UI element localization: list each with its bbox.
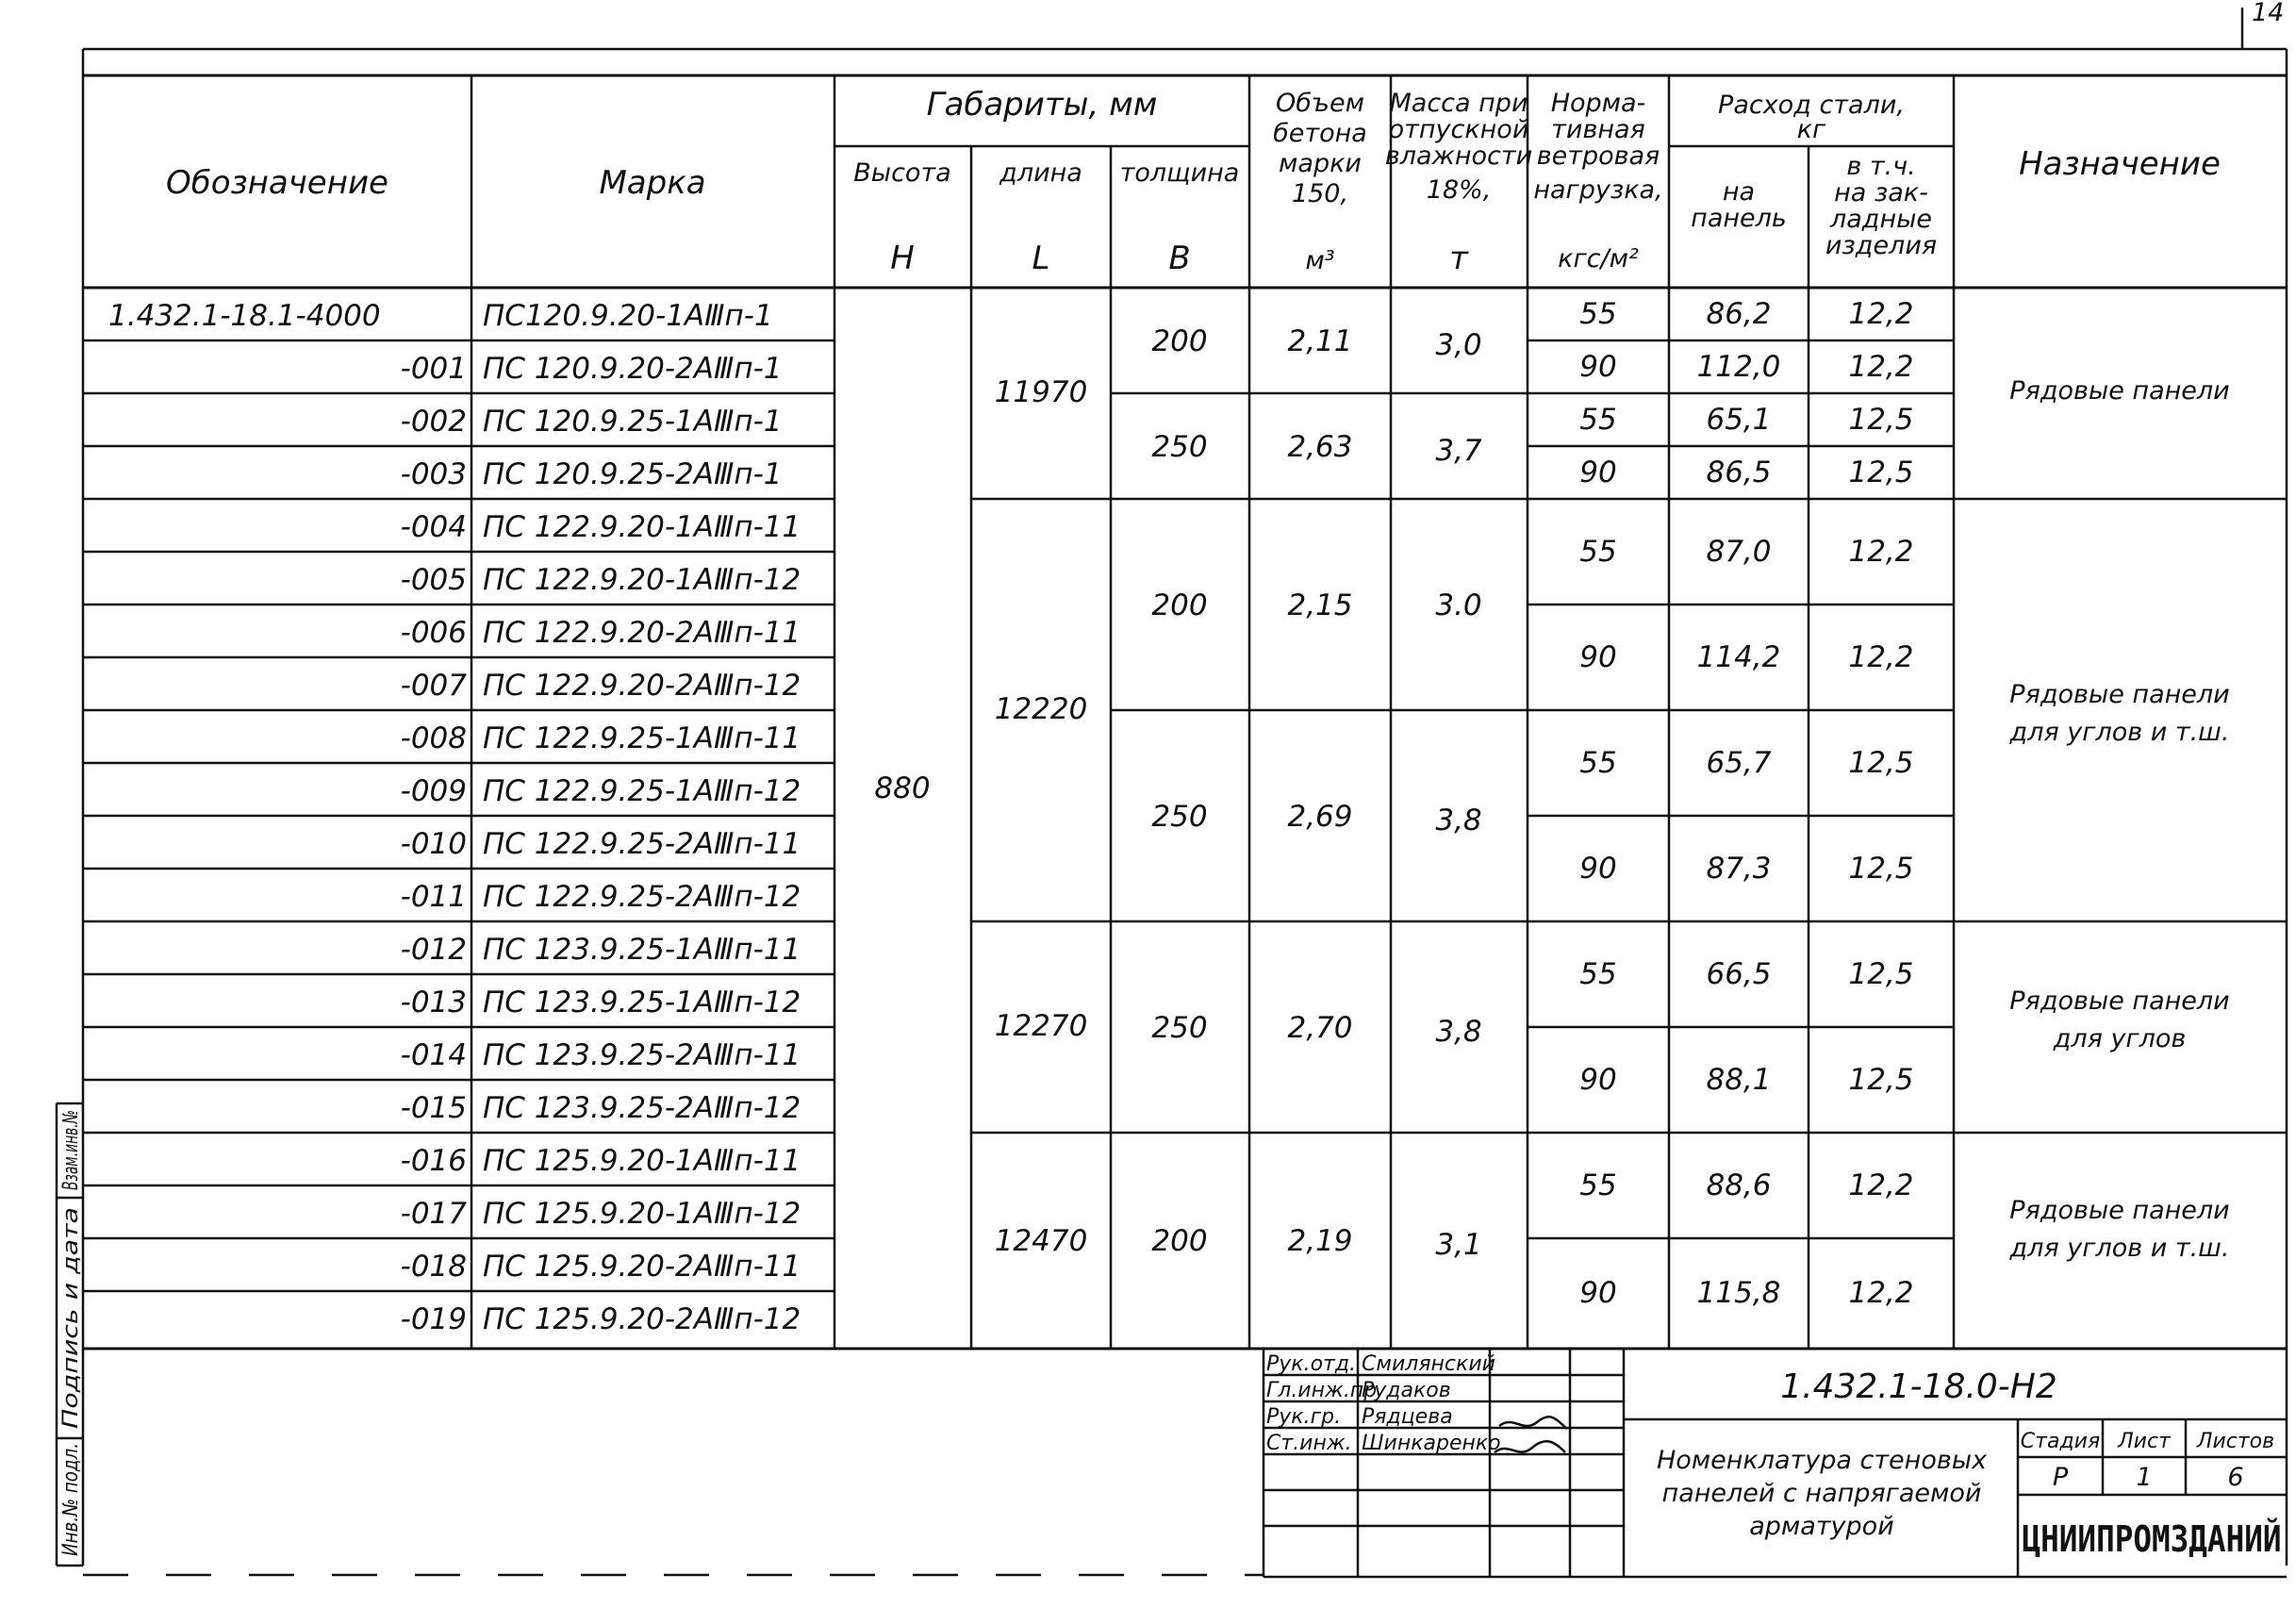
header-mass-line-1: Масса при [1389, 89, 1528, 118]
header-mark: Марка [599, 164, 706, 202]
header-thickness: толщина [1119, 158, 1240, 188]
thickness-value: 200 [1151, 1224, 1208, 1258]
doc-code: 1.432.1-18.0-Н2 [1780, 1367, 2057, 1406]
row-code: -019 [400, 1302, 467, 1336]
header-height: Высота [853, 158, 951, 188]
row-code: -010 [400, 827, 467, 861]
wind-load-value: 90 [1579, 640, 1617, 674]
volume-value: 2,19 [1287, 1224, 1353, 1258]
steel-panel-value: 88,6 [1706, 1168, 1772, 1202]
organization-logo: ЦНИИПРОМЗДАНИЙ [2022, 1518, 2282, 1560]
row-mark: ПС120.9.20-1АⅢп-1 [483, 299, 773, 333]
row-code: -017 [400, 1197, 467, 1231]
header-volume-line-4: 150, [1291, 179, 1349, 208]
title-line-2: панелей с напрягаемой [1661, 1479, 1982, 1508]
length-value: 12220 [994, 692, 1088, 726]
row-mark: ПС 122.9.25-2АⅢп-11 [483, 827, 801, 861]
role-senior-engineer: Ст.инж. [1266, 1432, 1352, 1455]
name-senior-engineer: Шинкаренко [1362, 1432, 1501, 1455]
header-steel-emb-line-2: на зак- [1834, 178, 1928, 207]
row-mark: ПС 125.9.20-1АⅢп-11 [483, 1144, 801, 1178]
steel-panel-value: 65,1 [1706, 403, 1772, 437]
header-steel-emb-line-1: в т.ч. [1846, 152, 1916, 181]
row-mark: ПС 125.9.20-2АⅢп-12 [483, 1302, 801, 1336]
row-mark: ПС 120.9.25-2АⅢп-1 [483, 457, 783, 491]
header-length-symbol: L [1032, 240, 1050, 277]
volume-value: 2,63 [1287, 430, 1353, 464]
steel-embedded-value: 12,5 [1848, 456, 1914, 489]
title-line-3: арматурой [1749, 1512, 1894, 1541]
name-chief-engineer: Рудаков [1362, 1379, 1451, 1402]
wind-load-value: 90 [1579, 456, 1617, 489]
row-code: -013 [400, 986, 467, 1019]
row-code: -002 [400, 405, 467, 439]
row-code: -016 [400, 1144, 467, 1178]
wind-load-value: 55 [1579, 957, 1617, 991]
mass-value: 3,0 [1435, 328, 1482, 362]
side-stamp-inventory: Инв.№ подл. [59, 1419, 83, 1556]
header-wind-line-2: тивная [1551, 115, 1645, 144]
header-steel-panel-line-2: панель [1691, 204, 1787, 233]
mass-value: 3,1 [1435, 1228, 1482, 1262]
volume-value: 2,15 [1287, 588, 1353, 622]
purpose-group-4-line-2: для углов и т.ш. [2009, 1234, 2230, 1263]
header-thickness-symbol: B [1168, 240, 1191, 277]
header-mass-line-3: влажности [1384, 141, 1533, 171]
row-mark: ПС 122.9.20-1АⅢп-12 [483, 563, 801, 597]
steel-embedded-value: 12,2 [1848, 1168, 1914, 1202]
wind-load-value: 55 [1579, 297, 1617, 331]
thickness-value: 250 [1151, 430, 1208, 464]
steel-panel-value: 87,3 [1706, 852, 1772, 886]
header-wind-line-1: Норма- [1550, 89, 1646, 118]
steel-panel-value: 88,1 [1706, 1063, 1772, 1097]
length-value: 11970 [994, 375, 1088, 409]
header-mass-unit: т [1449, 240, 1468, 277]
sheets-label: Листов [2196, 1430, 2275, 1453]
row-code: -012 [400, 933, 467, 967]
row-code: -011 [400, 880, 467, 914]
row-code: -018 [400, 1250, 467, 1284]
row-code: -009 [400, 774, 467, 808]
title-line-1: Номенклатура стеновых [1656, 1446, 1988, 1475]
row-code: -015 [400, 1091, 467, 1125]
header-mass-line-4: 18%, [1426, 175, 1492, 205]
row-mark: ПС 123.9.25-2АⅢп-11 [483, 1038, 801, 1072]
steel-embedded-value: 12,5 [1848, 403, 1914, 437]
header-volume-line-3: марки [1279, 149, 1362, 178]
name-group-head: Рядцева [1362, 1405, 1453, 1429]
header-steel-emb-line-4: изделия [1825, 231, 1938, 260]
steel-panel-value: 115,8 [1696, 1276, 1781, 1310]
wind-load-value: 90 [1579, 350, 1617, 384]
steel-panel-value: 66,5 [1706, 957, 1772, 991]
stage-label: Стадия [2020, 1430, 2101, 1453]
wind-load-value: 55 [1579, 535, 1617, 569]
wind-load-value: 90 [1579, 1063, 1617, 1097]
steel-embedded-value: 12,5 [1848, 852, 1914, 886]
mass-value: 3,8 [1435, 804, 1482, 837]
header-volume-unit: м³ [1305, 246, 1335, 275]
row-code: -008 [400, 721, 467, 755]
steel-embedded-value: 12,2 [1848, 1276, 1914, 1310]
mass-value: 3.0 [1435, 588, 1482, 622]
thickness-value: 200 [1151, 324, 1208, 358]
row-code: -001 [400, 352, 467, 386]
row-mark: ПС 122.9.20-1АⅢп-11 [483, 510, 801, 544]
side-stamp-signature: Подпись и дата [59, 1256, 83, 1429]
header-dims-group: Габариты, мм [926, 86, 1158, 124]
row-code: -003 [400, 457, 467, 491]
purpose-group-3-line-2: для углов [2053, 1024, 2187, 1053]
header-mass-line-2: отпускной [1388, 115, 1529, 144]
steel-embedded-value: 12,5 [1848, 746, 1914, 780]
header-wind-line-3: ветровая [1536, 141, 1660, 171]
sheet-value: 1 [2136, 1463, 2153, 1492]
steel-embedded-value: 12,5 [1848, 1063, 1914, 1097]
row-code: -007 [400, 669, 467, 703]
role-dept-head: Рук.отд. [1266, 1352, 1357, 1376]
header-wind-unit: кгс/м² [1558, 244, 1639, 273]
row-mark: ПС 122.9.25-1АⅢп-12 [483, 774, 801, 808]
header-wind-line-4: нагрузка, [1533, 175, 1663, 205]
row-code: -014 [400, 1038, 467, 1072]
header-steel-line-1: Расход стали, [1718, 91, 1905, 120]
volume-value: 2,69 [1287, 800, 1353, 834]
mass-value: 3,8 [1435, 1015, 1482, 1049]
row-code: -006 [400, 616, 467, 650]
steel-panel-value: 86,5 [1706, 456, 1772, 489]
row-mark: ПС 120.9.20-2АⅢп-1 [483, 352, 783, 386]
header-volume-line-2: бетона [1273, 119, 1367, 148]
steel-panel-value: 65,7 [1706, 746, 1772, 780]
header-purpose: Назначение [2019, 145, 2221, 183]
header-length: длина [999, 158, 1082, 188]
wind-load-value: 90 [1579, 1276, 1617, 1310]
row-mark: ПС 120.9.25-1АⅢп-1 [483, 405, 783, 439]
wind-load-value: 55 [1579, 403, 1617, 437]
wind-load-value: 55 [1579, 1168, 1617, 1202]
steel-embedded-value: 12,2 [1848, 350, 1914, 384]
steel-embedded-value: 12,2 [1848, 640, 1914, 674]
steel-panel-value: 114,2 [1696, 640, 1781, 674]
steel-embedded-value: 12,5 [1848, 957, 1914, 991]
steel-panel-value: 86,2 [1706, 297, 1772, 331]
volume-value: 2,70 [1287, 1011, 1353, 1045]
role-group-head: Рук.гр. [1266, 1405, 1342, 1429]
row-code: -004 [400, 510, 467, 544]
row-mark: ПС 122.9.25-2АⅢп-12 [483, 880, 801, 914]
thickness-value: 250 [1151, 1011, 1208, 1045]
header-steel-line-2: кг [1796, 115, 1826, 144]
header-steel-panel-line-1: на [1722, 177, 1756, 207]
thickness-value: 250 [1151, 800, 1208, 834]
wind-load-value: 90 [1579, 852, 1617, 886]
purpose-group-3-line-1: Рядовые панели [2009, 986, 2230, 1016]
purpose-group-1: Рядовые панели [2009, 376, 2230, 406]
sheet-label: Лист [2118, 1430, 2171, 1453]
row-mark: ПС 125.9.20-1АⅢп-12 [483, 1197, 801, 1231]
sheets-value: 6 [2227, 1463, 2244, 1492]
steel-embedded-value: 12,2 [1848, 535, 1914, 569]
page-number: 14 [2252, 0, 2285, 27]
row-mark: ПС 123.9.25-1АⅢп-12 [483, 986, 801, 1019]
volume-value: 2,11 [1287, 324, 1353, 358]
length-value: 12270 [994, 1009, 1088, 1043]
row-code: 1.432.1-18.1-4000 [108, 299, 381, 333]
row-mark: ПС 122.9.25-1АⅢп-11 [483, 721, 801, 755]
length-value: 12470 [994, 1224, 1088, 1258]
purpose-group-4-line-1: Рядовые панели [2009, 1196, 2230, 1225]
stage-value: Р [2052, 1463, 2069, 1492]
row-mark: ПС 122.9.20-2АⅢп-12 [483, 669, 801, 703]
steel-embedded-value: 12,2 [1848, 297, 1914, 331]
purpose-group-2-line-1: Рядовые панели [2009, 680, 2230, 709]
name-dept-head: Смилянский [1362, 1352, 1495, 1376]
steel-panel-value: 87,0 [1706, 535, 1772, 569]
purpose-group-2-line-2: для углов и т.ш. [2009, 718, 2230, 747]
thickness-value: 200 [1151, 588, 1208, 622]
mass-value: 3,7 [1435, 434, 1482, 468]
header-height-symbol: H [890, 240, 915, 277]
height-value: 880 [874, 771, 931, 805]
row-mark: ПС 122.9.20-2АⅢп-11 [483, 616, 801, 650]
role-chief-engineer: Гл.инж.пр. [1266, 1379, 1384, 1402]
row-mark: ПС 125.9.20-2АⅢп-11 [483, 1250, 801, 1284]
row-mark: ПС 123.9.25-2АⅢп-12 [483, 1091, 801, 1125]
steel-panel-value: 112,0 [1696, 350, 1781, 384]
header-volume-line-1: Объем [1276, 89, 1364, 118]
row-code: -005 [400, 563, 467, 597]
side-stamp-replacement: Взам.инв.№ [59, 1062, 83, 1190]
wind-load-value: 55 [1579, 746, 1617, 780]
header-designation: Обозначение [166, 164, 388, 202]
header-steel-emb-line-3: ладные [1829, 205, 1933, 234]
row-mark: ПС 123.9.25-1АⅢп-11 [483, 933, 801, 967]
